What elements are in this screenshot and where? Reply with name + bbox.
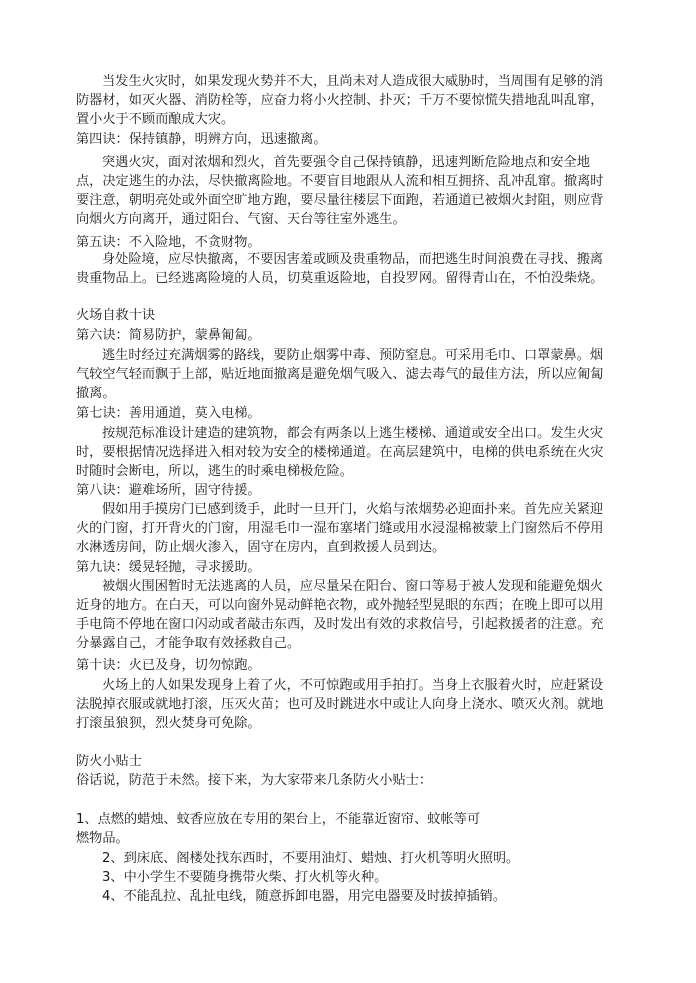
- rule-heading-4: 第四诀：保持镇静，明辨方向，迅速撤离。: [76, 132, 327, 147]
- rule-heading-8: 第八诀：避难场所，固守待援。: [76, 483, 261, 498]
- paragraph-rule-5: 身处险境，应尽快撤离，不要因害羞或顾及贵重物品，而把逃生时间浪费在寻找、搬离贵重物品上。已经逃离险境的人员，切莫重返险地，自投罗网。留得青山在，不怕没柴烧。: [76, 252, 604, 286]
- paragraph-rule-10: 火场上的人如果发现身上着了火，不可惊跑或用手拍打。当身上衣服着火时，应赶紧设法脱掉衣服或就地打滚，压灭火苗；也可及时跳进水中或让人向身上浇水、喷灭火剂。就地打滚虽狼狈，烈火焚身可免除。: [76, 678, 604, 731]
- paragraph-rule-8: 假如用手摸房门已感到烫手，此时一旦开门，火焰与浓烟势必迎面扑来。首先应关紧迎火的门窗，打开背火的门窗，用湿毛巾一湿布塞堵门缝或用水浸湿棉被蒙上门窗然后不停用水淋透房间，防止烟火渗入，固守在房内，直到救援人员到达。: [76, 502, 604, 555]
- tip-1-line-2: 燃物品。: [76, 831, 129, 846]
- tip-2: 2、到床底、阁楼处找东西时，不要用油灯、蜡烛、打火机等明火照明。: [102, 851, 520, 866]
- tip-3: 3、中小学生不要随身携带火柴、打火机等火种。: [102, 870, 388, 885]
- paragraph-rule-4: 突遇火灾，面对浓烟和烈火，首先要强令自己保持镇静，迅速判断危险地点和安全地点，决定逃生的办法，尽快撤离险地。不要盲目地跟从人流和相互拥挤、乱冲乱窜。撤离时要注意，朝明亮处或外面空旷地方跑，要尽量往楼层下面跑，若通道已被烟火封阻，则应背向烟火方向离开，通过阳台、气窗、天台等往室外逃生。: [76, 155, 604, 227]
- tip-1-line-1: 1、点燃的蜡烛、蚊香应放在专用的架台上，不能靠近窗帘、蚊帐等可: [76, 812, 481, 827]
- rule-heading-7: 第七诀：善用通道，莫入电梯。: [76, 406, 261, 421]
- rule-heading-9: 第九诀：缓晃轻抛，寻求援助。: [76, 560, 261, 575]
- paragraph-rule-9: 被烟火围困暂时无法逃离的人员，应尽量呆在阳台、窗口等易于被人发现和能避免烟火近身的地方。在白天，可以向窗外晃动鲜艳衣物，或外抛轻型晃眼的东西；在晚上即可以用手电筒不停地在窗口闪动或者敲击东西，及时发出有效的求救信号，引起救援者的注意。充分暴露自己，才能争取有效拯救自己。: [76, 579, 604, 651]
- paragraph-rule-6: 逃生时经过充满烟雾的路线，要防止烟雾中毒、预防窒息。可采用毛巾、口罩蒙鼻。烟气较空气轻而飘于上部，贴近地面撤离是避免烟气吸入、滤去毒气的最佳方法，所以应匍匐撤离。: [76, 348, 604, 401]
- tip-4: 4、不能乱拉、乱扯电线，随意拆卸电器，用完电器要及时拔掉插销。: [102, 889, 507, 904]
- paragraph-fire-small: 当发生火灾时，如果发现火势并不大，且尚未对人造成很大威胁时，当周围有足够的消防器材，如灭火器、消防栓等，应奋力将小火控制、扑灭；千万不要惊慌失措地乱叫乱窜，置小火于不顾而酿成大灾。: [76, 74, 604, 127]
- rule-heading-5: 第五诀：不入险地，不贪财物。: [76, 235, 261, 250]
- tips-intro: 俗话说，防范于未然。接下来，为大家带来几条防火小贴士：: [76, 773, 433, 788]
- section-title-self-rescue: 火场自救十诀: [76, 308, 156, 323]
- rule-heading-6: 第六诀：简易防护，蒙鼻匍匐。: [76, 328, 261, 343]
- section-title-fire-tips: 防火小贴士: [76, 754, 142, 769]
- rule-heading-10: 第十诀：火已及身，切勿惊跑。: [76, 658, 261, 673]
- paragraph-rule-7: 按规范标准设计建造的建筑物，都会有两条以上逃生楼梯、通道或安全出口。发生火灾时，要根据情况选择进入相对较为安全的楼梯通道。在高层建筑中，电梯的供电系统在火灾时随时会断电，所以，逃生的时乘电梯极危险。: [76, 426, 604, 479]
